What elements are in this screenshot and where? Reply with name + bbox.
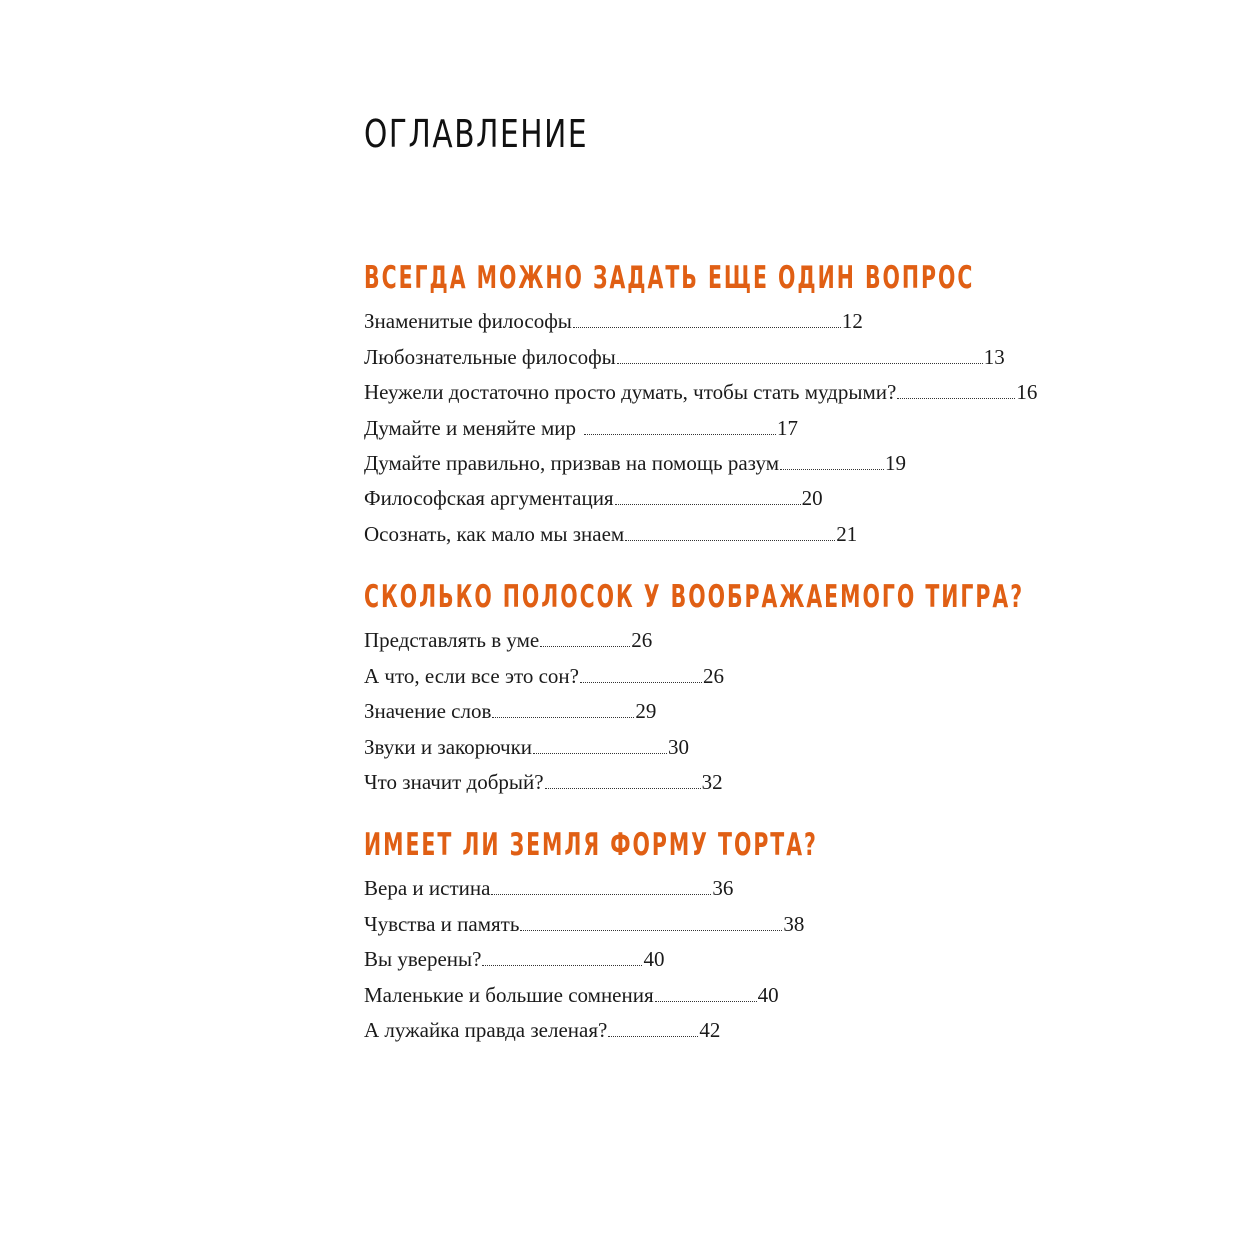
- toc-entry[interactable]: [364, 333, 1164, 368]
- entry-title: Думайте и меняйте мир: [364, 415, 577, 440]
- entry-page-number: 17: [777, 415, 799, 440]
- toc-entry[interactable]: [364, 404, 1164, 439]
- entry-title: Чувства и память: [364, 911, 520, 936]
- entry-title: Осознать, как мало мы знаем: [364, 521, 625, 546]
- entry-page-number: 12: [841, 309, 863, 334]
- entry-title: А лужайка правда зеленая?: [364, 1017, 608, 1042]
- entry-page-number: 20: [801, 486, 823, 511]
- entry-title: Вера и истина: [364, 876, 491, 901]
- toc-entry[interactable]: [364, 1007, 1164, 1042]
- entry-title: Звуки и закорючки: [364, 734, 533, 759]
- toc-entry-list: [364, 617, 1164, 794]
- entry-title: Неужели достаточно просто думать, чтобы стать мудрыми?: [364, 380, 897, 405]
- toc-entry[interactable]: [364, 510, 1164, 545]
- toc-entry[interactable]: [364, 971, 1164, 1006]
- dot-leader: [482, 964, 642, 966]
- toc-entry[interactable]: [364, 900, 1164, 935]
- section-heading: ИМЕЕТ ЛИ ЗЕМЛЯ ФОРМУ ТОРТА?: [364, 827, 818, 863]
- toc-section: [364, 258, 1164, 546]
- toc-entry[interactable]: [364, 617, 1164, 652]
- entry-title: Что значит добрый?: [364, 769, 544, 794]
- entry-page-number: 40: [757, 982, 779, 1007]
- toc-section: [364, 577, 1164, 794]
- dot-leader: [491, 893, 711, 895]
- entry-page-number: 38: [783, 911, 805, 936]
- entry-title: Значение слов: [364, 699, 492, 724]
- toc-entry[interactable]: [364, 475, 1164, 510]
- dot-leader: [615, 503, 801, 505]
- section-heading: ВСЕГДА МОЖНО ЗАДАТЬ ЕЩЕ ОДИН ВОПРОС: [364, 260, 975, 296]
- dot-leader: [545, 787, 701, 789]
- dot-leader: [617, 362, 983, 364]
- toc-entry[interactable]: [364, 652, 1164, 687]
- section-heading: СКОЛЬКО ПОЛОСОК У ВООБРАЖАЕМОГО ТИГРА?: [364, 579, 1025, 615]
- dot-leader: [584, 433, 776, 435]
- dot-leader: [540, 645, 630, 647]
- entry-title: А что, если все это сон?: [364, 663, 579, 688]
- dot-leader: [573, 326, 841, 328]
- entry-title: Маленькие и большие сомнения: [364, 982, 654, 1007]
- toc-entry[interactable]: [364, 865, 1164, 900]
- entry-page-number: 30: [668, 734, 690, 759]
- entry-page-number: 19: [885, 450, 907, 475]
- entry-page-number: 26: [703, 663, 724, 688]
- toc-section: [364, 825, 1164, 1042]
- dot-leader: [655, 1000, 757, 1002]
- dot-leader: [625, 539, 835, 541]
- entry-page-number: 13: [983, 344, 1005, 369]
- entry-page-number: 21: [836, 521, 858, 546]
- dot-leader: [780, 468, 884, 470]
- page-title: ОГЛАВЛЕНИЕ: [364, 112, 589, 156]
- toc-entry[interactable]: [364, 759, 1164, 794]
- entry-title: Вы уверены?: [364, 947, 482, 972]
- toc-entry[interactable]: [364, 723, 1164, 758]
- dot-leader: [533, 752, 667, 754]
- entry-title: Представлять в уме: [364, 628, 540, 653]
- toc-entry[interactable]: [364, 936, 1164, 971]
- entry-page-number: 36: [712, 876, 734, 901]
- entry-title: Знаменитые философы: [364, 309, 572, 334]
- entry-page-number: 42: [699, 1017, 721, 1042]
- dot-leader: [520, 929, 782, 931]
- dot-leader: [897, 397, 1015, 399]
- entry-title: Думайте правильно, призвав на помощь разум: [364, 450, 780, 475]
- toc-entry[interactable]: [364, 369, 1164, 404]
- entry-title: Философская аргументация: [364, 486, 614, 511]
- entry-title: Любознательные философы: [364, 344, 616, 369]
- toc-entry[interactable]: [364, 298, 1164, 333]
- entry-page-number: 16: [1016, 380, 1038, 405]
- entry-page-number: 29: [635, 699, 657, 724]
- entry-page-number: 26: [631, 628, 653, 653]
- toc-entry[interactable]: [364, 688, 1164, 723]
- dot-leader: [580, 681, 702, 683]
- entry-page-number: 32: [701, 769, 723, 794]
- dot-leader: [492, 716, 634, 718]
- toc-entry[interactable]: [364, 440, 1164, 475]
- entry-page-number: 40: [643, 947, 665, 972]
- toc-entry-list: [364, 298, 1164, 546]
- dot-leader: [608, 1035, 698, 1037]
- toc-entry-list: [364, 865, 1164, 1042]
